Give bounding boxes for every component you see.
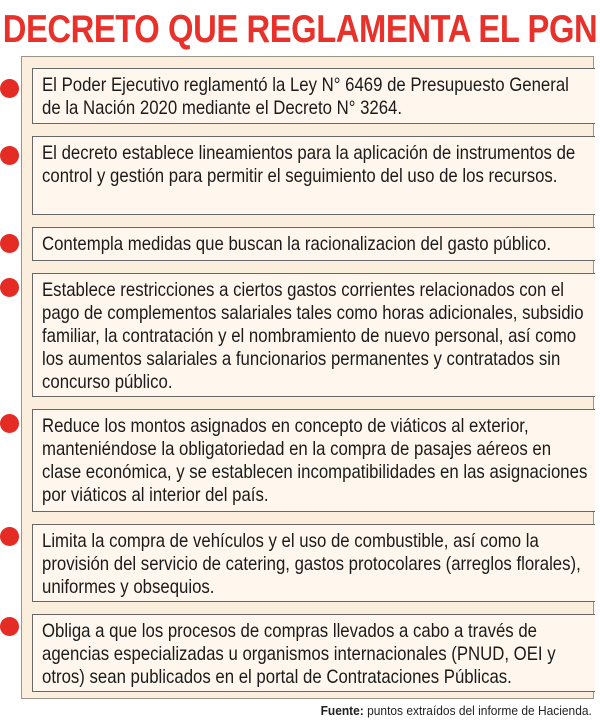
list-item [32,614,595,692]
bullet-dot-icon [0,79,19,98]
list-item [32,227,595,261]
list-item [32,409,595,512]
bullet-dot-icon [0,146,19,165]
source-label: Fuente: [320,703,364,718]
page-title: DECRETO QUE REGLAMENTA EL PGN [2,8,598,51]
bullet-dot-icon [0,527,19,546]
list-item-text: Reduce los montos asignados en concepto de viáticos al exterior, manteniéndose la obligatoriedad en la compra de pasajes aéreos en clase económica, y se establecen incompatibilidades en las asignaciones por viáticos al interior del país. [42,415,588,506]
bullet-dot-icon [0,278,19,297]
list-item [32,68,595,124]
list-item [32,273,595,397]
bullet-dot-icon [0,414,19,433]
source-text: puntos extraídos del informe de Hacienda. [367,703,592,718]
bullet-dot-icon [0,617,19,636]
list-item-text: Obliga a que los procesos de compras llevados a cabo a través de agencias especializadas u organismos internacionales (PNUD, OEI y otros) sean publicados en el portal de Contrataciones Públicas. [42,620,556,688]
source-note [321,703,592,718]
list-item-text: El decreto establece lineamientos para la aplicación de instrumentos de control y gestión para permitir el seguimiento del uso de los recursos. [42,142,576,187]
list-item-text: Limita la compra de vehículos y el uso de combustible, así como la provisión del servicio de catering, gastos protocolares (arreglos florales), uniformes y obsequios. [42,530,581,598]
list-item-text: Establece restricciones a ciertos gastos corrientes relacionados con el pago de complementos salariales tales como horas adicionales, subsidio familiar, la contratación y el nombramiento de nuevo personal, así como los aumentos salariales a funcionarios permanentes y contratados sin concurso público. [42,279,584,393]
bullet-dot-icon [0,234,19,253]
list-item-text: El Poder Ejecutivo reglamentó la Ley N° 6469 de Presupuesto General de la Nación 2020 mediante el Decreto N° 3264. [42,74,569,119]
list-item [32,136,595,215]
list-item [32,524,595,602]
content-panel [21,56,594,699]
list-item-text: Contempla medidas que buscan la racionalizacion del gasto público. [42,233,552,255]
